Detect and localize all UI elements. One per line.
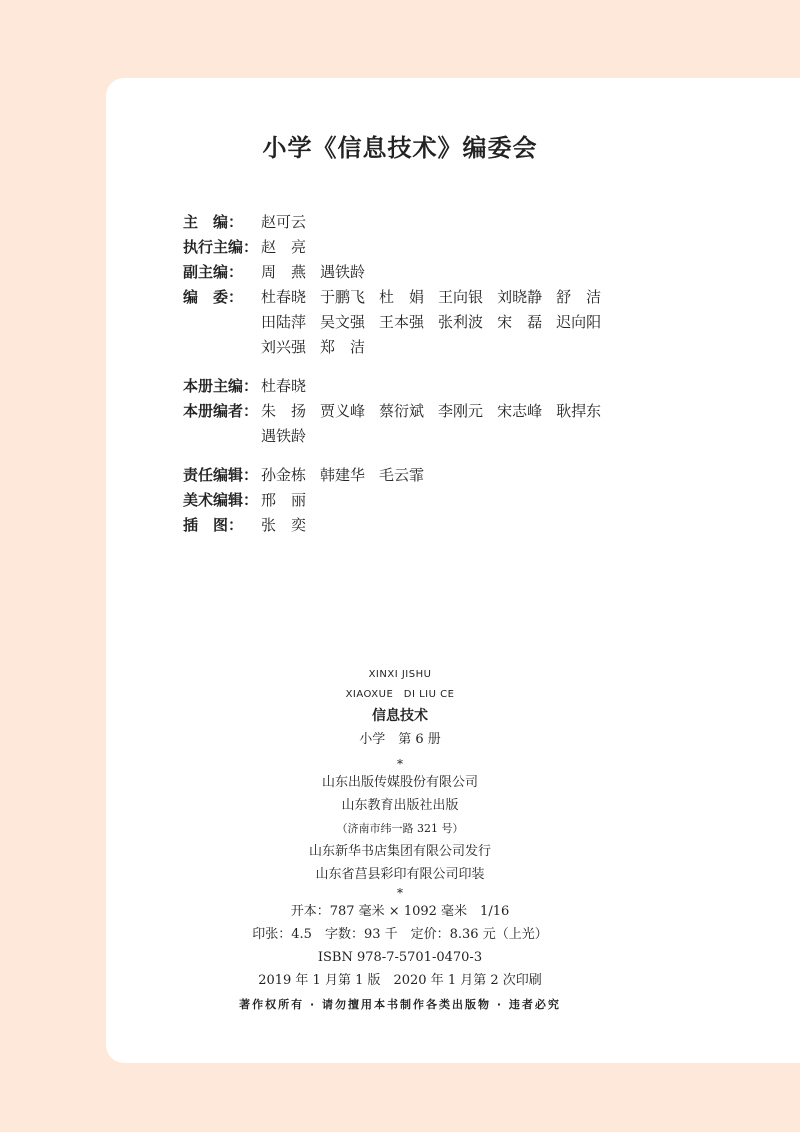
credit-row-illustration bbox=[183, 513, 631, 538]
credit-label: 美术编辑： bbox=[183, 491, 259, 509]
person-name: 杜春晓 bbox=[261, 377, 307, 395]
person-name: 宋志峰 bbox=[497, 402, 543, 420]
person-name: 刘晓静 bbox=[497, 288, 543, 306]
credit-label: 执行主编： bbox=[183, 238, 259, 256]
person-name: 韩建华 bbox=[320, 466, 366, 484]
person-name: 赵 亮 bbox=[261, 238, 307, 256]
person-name: 耿捍东 bbox=[556, 402, 602, 420]
separator-star: * bbox=[397, 886, 403, 900]
person-name: 毛云霏 bbox=[379, 466, 425, 484]
isbn-line: ISBN 978-7-5701-0470-3 bbox=[317, 950, 483, 965]
credit-row-volume-editor bbox=[183, 374, 631, 399]
person-name: 赵可云 bbox=[261, 213, 307, 231]
person-name: 李刚元 bbox=[438, 402, 484, 420]
person-name: 周 燕 bbox=[261, 263, 307, 281]
format-line: 开本：787 毫米 × 1092 毫米 1/16 bbox=[290, 904, 510, 919]
distributor: 山东新华书店集团有限公司发行 bbox=[308, 844, 491, 859]
credit-names bbox=[261, 488, 631, 513]
person-name: 张利波 bbox=[438, 313, 484, 331]
person-name: 杜春晓 bbox=[261, 288, 307, 306]
book-title: 信息技术 bbox=[372, 708, 428, 724]
pinyin-line-1: XINXI JISHU bbox=[368, 669, 432, 680]
person-name: 于鹏飞 bbox=[320, 288, 366, 306]
copyright-notice: 著作权所有 · 请勿擅用本书制作各类出版物 · 违者必究 bbox=[239, 998, 561, 1011]
credit-names bbox=[261, 374, 631, 399]
person-name: 吴文强 bbox=[320, 313, 366, 331]
specs-line: 印张：4.5 字数：93 千 定价：8.36 元（上光） bbox=[252, 927, 548, 942]
person-name: 邢 丽 bbox=[261, 491, 307, 509]
person-name: 朱 扬 bbox=[261, 402, 307, 420]
credit-row-art-editor bbox=[183, 488, 631, 513]
printer: 山东省莒县彩印有限公司印装 bbox=[315, 867, 485, 882]
credit-label: 本册主编： bbox=[183, 377, 259, 395]
credit-label: 副主编： bbox=[183, 263, 244, 281]
volume-line: 小学 第 6 册 bbox=[359, 732, 441, 747]
person-name: 王本强 bbox=[379, 313, 425, 331]
person-name: 郑 洁 bbox=[320, 338, 366, 356]
person-name: 舒 洁 bbox=[556, 288, 602, 306]
person-name: 田陆萍 bbox=[261, 313, 307, 331]
credit-label: 责任编辑： bbox=[183, 466, 259, 484]
credit-names bbox=[261, 285, 631, 360]
separator-star: * bbox=[397, 757, 403, 771]
edition-line: 2019 年 1 月第 1 版 2020 年 1 月第 2 次印刷 bbox=[258, 973, 542, 988]
publisher-group: 山东出版传媒股份有限公司 bbox=[321, 775, 478, 790]
credit-label: 主 编： bbox=[183, 213, 244, 231]
credits-list bbox=[183, 210, 631, 538]
publisher: 山东教育出版社出版 bbox=[341, 798, 459, 813]
credit-row-responsible-editors bbox=[183, 463, 631, 488]
credit-label: 本册编者： bbox=[183, 402, 259, 420]
page-title: 小学《信息技术》编委会 bbox=[262, 134, 538, 162]
person-name: 宋 磊 bbox=[497, 313, 543, 331]
credit-names bbox=[261, 513, 631, 538]
credit-label: 编 委： bbox=[183, 288, 244, 306]
person-name: 杜 娟 bbox=[379, 288, 425, 306]
cip-block bbox=[0, 665, 800, 992]
credit-row-volume-authors bbox=[183, 399, 631, 449]
person-name: 遇铁龄 bbox=[320, 263, 366, 281]
credit-names bbox=[261, 463, 631, 488]
person-name: 张 奕 bbox=[261, 516, 307, 534]
person-name: 蔡衍斌 bbox=[379, 402, 425, 420]
credit-row-board bbox=[183, 285, 631, 360]
credit-names bbox=[261, 210, 631, 235]
person-name: 刘兴强 bbox=[261, 338, 307, 356]
credit-row-deputy-editor bbox=[183, 260, 631, 285]
person-name: 遇铁龄 bbox=[261, 427, 307, 445]
credit-label: 插 图： bbox=[183, 516, 244, 534]
credit-row-executive-editor bbox=[183, 235, 631, 260]
publisher-address: （济南市纬一路 321 号） bbox=[336, 822, 464, 835]
credit-names bbox=[261, 399, 631, 449]
person-name: 王向银 bbox=[438, 288, 484, 306]
person-name: 孙金栋 bbox=[261, 466, 307, 484]
pinyin-line-2: XIAOXUE DI LIU CE bbox=[345, 689, 455, 700]
credit-names bbox=[261, 260, 631, 285]
credit-names bbox=[261, 235, 631, 260]
person-name: 迟向阳 bbox=[556, 313, 602, 331]
credit-row-chief-editor bbox=[183, 210, 631, 235]
person-name: 贾义峰 bbox=[320, 402, 366, 420]
